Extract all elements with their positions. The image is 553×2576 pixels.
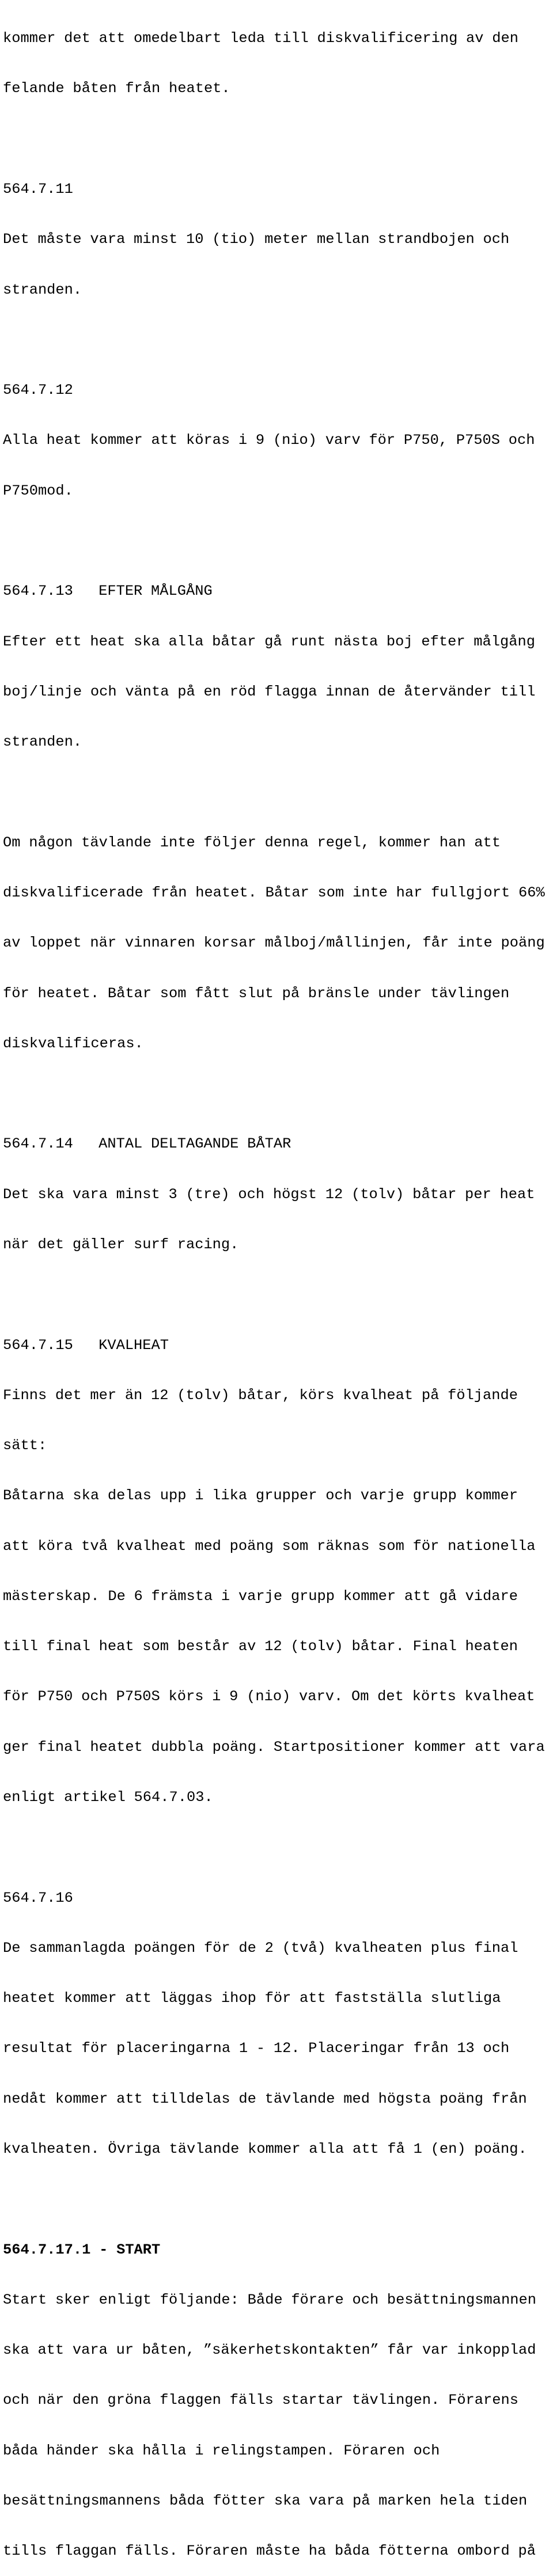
- text-line: Start sker enligt följande: Både förare och besättningsmannen: [3, 2291, 536, 2308]
- blank-line: [3, 332, 553, 348]
- section-number: 564.7.16: [3, 1889, 73, 1906]
- text-line: diskvalificerade från heatet. Båtar som inte har fullgjort 66%: [3, 884, 545, 901]
- text-line: stranden.: [3, 281, 82, 298]
- text-line: kommer det att omedelbart leda till diskvalificering av den: [3, 30, 518, 47]
- text-line: diskvalificeras.: [3, 1035, 143, 1052]
- text-line: stranden.: [3, 734, 82, 751]
- text-line: felande båten från heatet.: [3, 80, 230, 97]
- text-line: P750mod.: [3, 482, 73, 499]
- section-number: 564.7.11: [3, 181, 73, 198]
- text-line: Båtarna ska delas upp i lika grupper och varje grupp kommer: [3, 1487, 518, 1504]
- blank-line: [3, 2191, 553, 2208]
- text-line: enligt artikel 564.7.03.: [3, 1789, 213, 1806]
- text-line: Om någon tävlande inte följer denna regel, kommer han att: [3, 834, 501, 851]
- blank-line: [3, 1839, 553, 1856]
- text-line: sätt:: [3, 1437, 47, 1454]
- section-heading: 564.7.15 KVALHEAT: [3, 1336, 169, 1354]
- section-heading: 564.7.13 EFTER MÅLGÅNG: [3, 583, 213, 600]
- text-line: att köra två kvalheat med poäng som räknas som för nationella: [3, 1537, 536, 1555]
- text-line: Efter ett heat ska alla båtar gå runt nästa boj efter målgång: [3, 633, 535, 650]
- text-line: Det måste vara minst 10 (tio) meter mellan strandbojen och: [3, 231, 510, 248]
- text-line: ger final heatet dubbla poäng. Startpositioner kommer att vara: [3, 1738, 545, 1756]
- text-line: nedåt kommer att tilldelas de tävlande med högsta poäng från: [3, 2090, 527, 2107]
- section-heading: 564.7.14 ANTAL DELTAGANDE BÅTAR: [3, 1135, 291, 1153]
- blank-line: [3, 533, 553, 549]
- blank-line: [3, 784, 553, 800]
- document-page: [3, 0, 553, 2576]
- text-line: kvalheaten. Övriga tävlande kommer alla att få 1 (en) poäng.: [3, 2141, 527, 2157]
- text-line: för heatet. Båtar som fått slut på bränsle under tävlingen: [3, 985, 510, 1002]
- text-line: Finns det mer än 12 (tolv) båtar, körs kvalheat på följande: [3, 1386, 518, 1404]
- text-line: heatet kommer att läggas ihop för att fastställa slutliga: [3, 1990, 501, 2007]
- text-line: De sammanlagda poängen för de 2 (två) kvalheaten plus final: [3, 1939, 518, 1956]
- text-line: besättningsmannens båda fötter ska vara på marken hela tiden: [3, 2492, 528, 2509]
- text-line: till final heat som består av 12 (tolv) båtar. Final heaten: [3, 1638, 518, 1655]
- text-line: mästerskap. De 6 främsta i varje grupp kommer att gå vidare: [3, 1587, 518, 1605]
- text-line: av loppet när vinnaren korsar målboj/mållinjen, får inte poäng: [3, 934, 545, 952]
- section-number: 564.7.12: [3, 382, 73, 399]
- blank-line: [3, 1085, 553, 1102]
- text-line: och när den gröna flaggen fälls startar tävlingen. Förarens: [3, 2392, 518, 2409]
- text-line: tills flaggan fälls. Föraren måste ha båda fötterna ombord på: [3, 2543, 536, 2560]
- text-line: resultat för placeringarna 1 - 12. Placeringar från 13 och: [3, 2040, 510, 2057]
- text-line: för P750 och P750S körs i 9 (nio) varv. Om det körts kvalheat: [3, 1688, 535, 1705]
- text-line: boj/linje och vänta på en röd flagga innan de återvänder till: [3, 683, 536, 700]
- text-line: ska att vara ur båten, ”säkerhetskontakten” får var inkopplad: [3, 2342, 536, 2359]
- text-line: Det ska vara minst 3 (tre) och högst 12 (tolv) båtar per heat: [3, 1186, 535, 1203]
- blank-line: [3, 1286, 553, 1303]
- section-heading-start: 564.7.17.1 - START: [3, 2241, 161, 2258]
- text-line: när det gäller surf racing.: [3, 1236, 239, 1253]
- blank-line: [3, 131, 553, 147]
- text-line: Alla heat kommer att köras i 9 (nio) varv för P750, P750S och: [3, 432, 535, 449]
- text-line: båda händer ska hålla i relingstampen. Föraren och: [3, 2442, 440, 2459]
